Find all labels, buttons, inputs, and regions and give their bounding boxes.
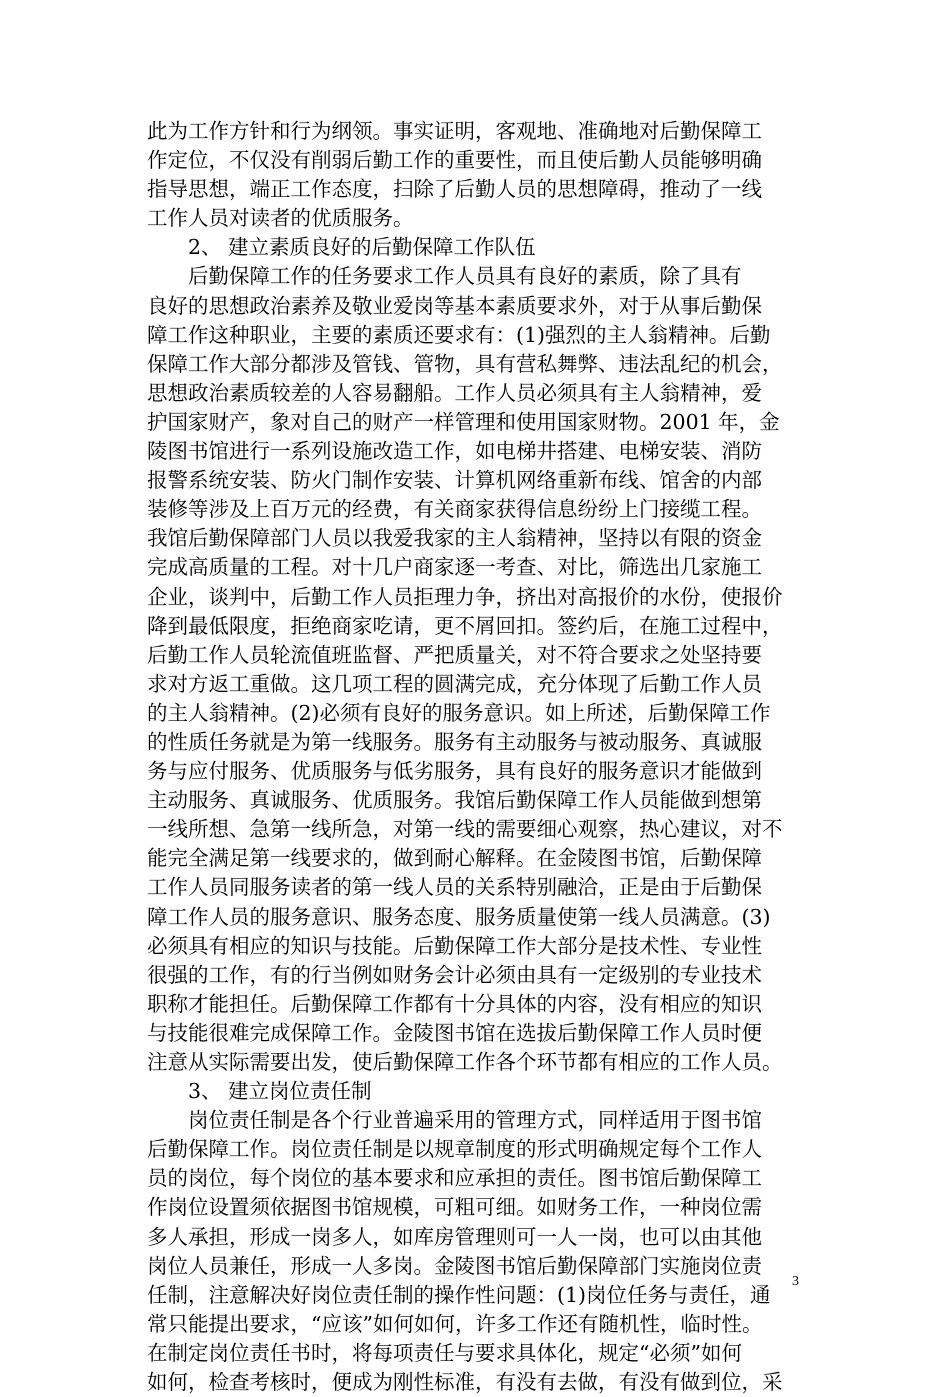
text-line: 岗位责任制是各个行业普遍采用的管理方式，同样适用于图书馆 <box>188 1108 762 1133</box>
text-line: 思想政治素质较差的人容易翻船。工作人员必须具有主人翁精神，爱 <box>147 380 762 405</box>
text-line: 职称才能担任。后勤保障工作都有十分具体的内容，没有相应的知识 <box>147 991 762 1016</box>
text-line: 陵图书馆进行一系列设施改造工作，如电梯井搭建、电梯安装、消防 <box>147 439 762 464</box>
text-line: 的性质任务就是为第一线服务。服务有主动服务与被动服务、真诚服 <box>147 729 762 754</box>
text-line: 岗位人员兼任，形成一人多岗。金陵图书馆后勤保障部门实施岗位责 <box>147 1253 762 1278</box>
text-line: 与技能很难完成保障工作。金陵图书馆在选拔后勤保障工作人员时便 <box>147 1020 762 1045</box>
text-line: 障工作人员的服务意识、服务态度、服务质量使第一线人员满意。(3) <box>147 904 771 929</box>
text-line: 的主人翁精神。(2)必须有良好的服务意识。如上所述，后勤保障工作 <box>147 700 771 725</box>
body-text <box>147 117 827 1397</box>
text-line: 一线所想、急第一线所急，对第一线的需要细心观察，热心建议，对不 <box>147 817 783 842</box>
text-line: 工作人员同服务读者的第一线人员的关系特别融洽，正是由于后勤保 <box>147 875 762 900</box>
text-line: 常只能提出要求，“应该”如何如何，许多工作还有随机性，临时性。 <box>147 1311 763 1336</box>
text-line: 主动服务、真诚服务、优质服务。我馆后勤保障工作人员能做到想第 <box>147 788 762 813</box>
text-line: 后勤工作人员轮流值班监督、严把质量关，对不符合要求之处坚持要 <box>147 642 762 667</box>
text-line: 必须具有相应的知识与技能。后勤保障工作大部分是技术性、专业性 <box>147 933 762 958</box>
text-line: 工作人员对读者的优质服务。 <box>147 206 414 231</box>
text-line: 此为工作方针和行为纲领。事实证明，客观地、准确地对后勤保障工 <box>147 119 762 143</box>
text-line: 如何，检查考核时，便成为刚性标准，有没有去做，有没有做到位，采 <box>147 1370 783 1395</box>
text-line: 报警系统安装、防火门制作安装、计算机网络重新布线、馆舍的内部 <box>147 468 762 493</box>
text-line: 求对方返工重做。这几项工程的圆满完成，充分体现了后勤工作人员 <box>147 671 762 696</box>
text-line: 作定位，不仅没有削弱后勤工作的重要性，而且使后勤人员能够明确 <box>147 148 762 173</box>
text-line: 我馆后勤保障部门人员以我爱我家的主人翁精神，坚持以有限的资金 <box>147 526 762 551</box>
text-line: 企业，谈判中，后勤工作人员拒理力争，挤出对高报价的水份，使报价 <box>147 584 783 609</box>
text-line: 装修等涉及上百万元的经费，有关商家获得信息纷纷上门接缆工程。 <box>147 497 762 522</box>
text-line: 在制定岗位责任书时，将每项责任与要求具体化，规定“必须”如何 <box>147 1340 742 1365</box>
text-line: 后勤保障工作的任务要求工作人员具有良好的素质，除了具有 <box>188 264 742 289</box>
text-line: 护国家财产，象对自己的财产一样管理和使用国家财物。2001 年，金 <box>147 409 780 434</box>
text-line: 2、 建立素质良好的后勤保障工作队伍 <box>188 235 536 260</box>
text-line: 多人承担，形成一岗多人，如库房管理则可一人一岗，也可以由其他 <box>147 1224 762 1249</box>
text-line: 作岗位设置须依据图书馆规模，可粗可细。如财务工作，一种岗位需 <box>147 1195 762 1220</box>
text-line: 后勤保障工作。岗位责任制是以规章制度的形式明确规定每个工作人 <box>147 1137 762 1162</box>
text-line: 注意从实际需要出发，使后勤保障工作各个环节都有相应的工作人员。 <box>147 1050 783 1074</box>
text-line: 员的岗位，每个岗位的基本要求和应承担的责任。图书馆后勤保障工 <box>147 1166 762 1191</box>
text-line: 降到最低限度，拒绝商家吃请，更不屑回扣。签约后，在施工过程中， <box>147 613 783 638</box>
page-number: 3 <box>792 1274 799 1289</box>
text-line: 保障工作大部分都涉及管钱、管物，具有营私舞弊、违法乱纪的机会， <box>147 351 783 376</box>
text-line: 指导思想，端正工作态度，扫除了后勤人员的思想障碍，推动了一线 <box>147 177 762 202</box>
text-line: 任制，注意解决好岗位责任制的操作性问题：(1)岗位任务与责任，通 <box>147 1282 771 1307</box>
text-line: 务与应付服务、优质服务与低劣服务，具有良好的服务意识才能做到 <box>147 759 762 784</box>
text-line: 障工作这种职业，主要的素质还要求有：(1)强烈的主人翁精神。后勤 <box>147 322 771 347</box>
text-line: 良好的思想政治素养及敬业爱岗等基本素质要求外，对于从事后勤保 <box>147 293 762 318</box>
text-line: 能完全满足第一线要求的，做到耐心解释。在金陵图书馆，后勤保障 <box>147 846 762 871</box>
text-line: 很强的工作，有的行当例如财务会计必须由具有一定级别的专业技术 <box>147 962 762 987</box>
text-line: 3、 建立岗位责任制 <box>188 1079 372 1104</box>
text-line: 完成高质量的工程。对十几户商家逐一考查、对比，筛选出几家施工 <box>147 555 762 580</box>
